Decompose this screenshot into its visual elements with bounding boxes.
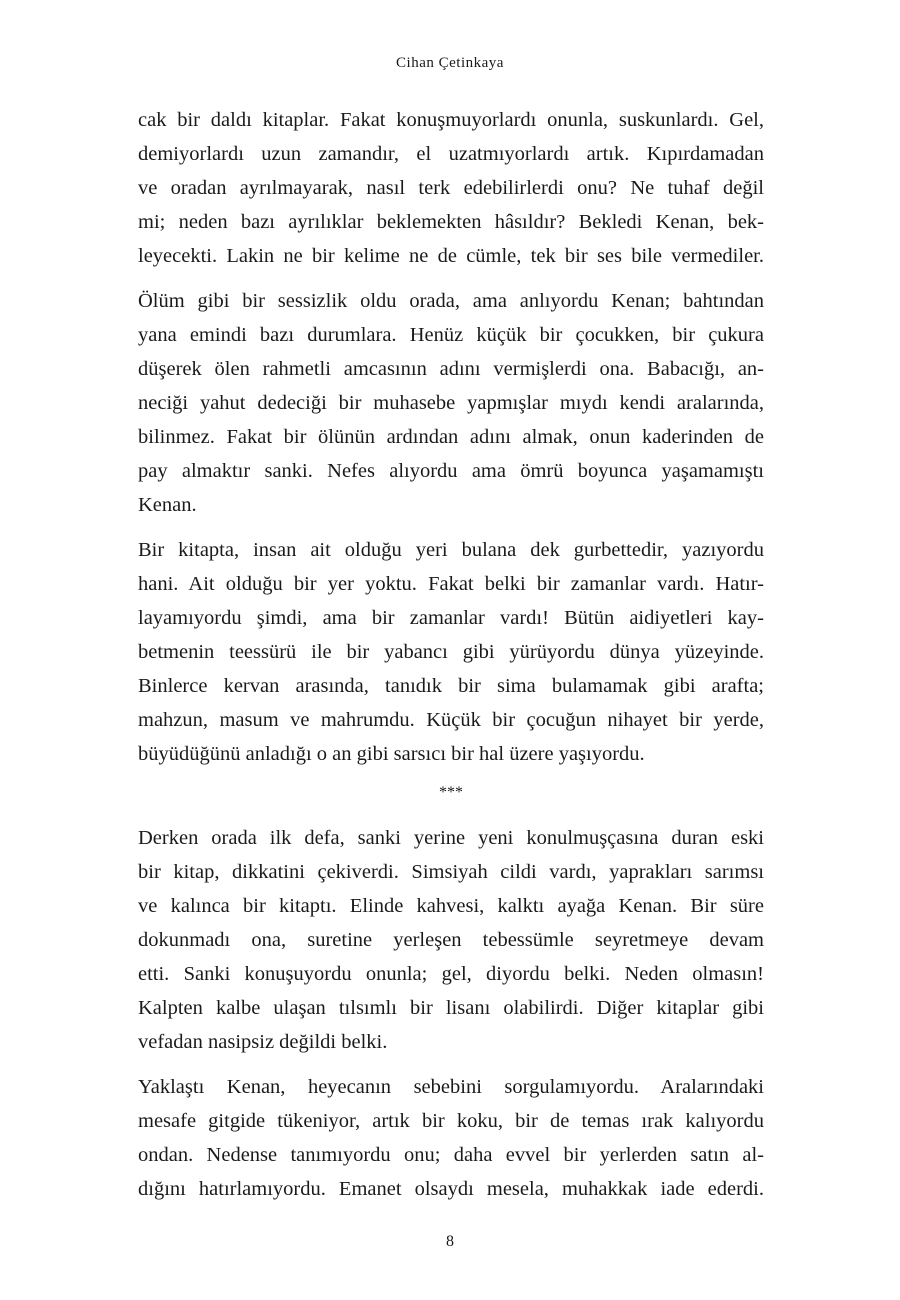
paragraph-3 <box>138 533 764 771</box>
section-separator: *** <box>439 784 463 801</box>
paragraph-5 <box>138 1070 764 1206</box>
text-line: düşerek ölen rahmetli amcasının adını vermişlerdi ona. Babacığı, an- <box>138 358 764 380</box>
text-line: yana emindi bazı durumlara. Henüz küçük bir çocukken, bir çukura <box>138 324 764 346</box>
text-line: ve kalınca bir kitaptı. Elinde kahvesi, kalktı ayağa Kenan. Bir süre <box>138 895 764 917</box>
text-line: demiyorlardı uzun zamandır, el uzatmıyorlardı artık. Kıpırdamadan <box>138 143 764 165</box>
text-line: mesafe gitgide tükeniyor, artık bir koku, bir de temas ırak kalıyordu <box>138 1110 764 1132</box>
body-text <box>138 103 764 1217</box>
text-line: dığını hatırlamıyordu. Emanet olsaydı mesela, muhakkak iade ederdi. <box>138 1178 764 1200</box>
text-line: Kenan. <box>138 494 197 516</box>
text-line: Kalpten kalbe ulaşan tılsımlı bir lisanı olabilirdi. Diğer kitaplar gibi <box>138 997 764 1019</box>
paragraph-1 <box>138 103 764 273</box>
page-number: 8 <box>446 1233 454 1250</box>
text-line: Bir kitapta, insan ait olduğu yeri bulana dek gurbettedir, yazıyordu <box>138 539 764 561</box>
text-line: neciği yahut dedeciği bir muhasebe yapmışlar mıydı kendi aralarında, <box>138 392 764 414</box>
text-line: ondan. Nedense tanımıyordu onu; daha evvel bir yerlerden satın al- <box>138 1144 764 1166</box>
text-line: leyecekti. Lakin ne bir kelime ne de cümle, tek bir ses bile vermediler. <box>138 245 764 267</box>
text-line: dokunmadı ona, suretine yerleşen tebessümle seyretmeye devam <box>138 929 764 951</box>
text-line: Ölüm gibi bir sessizlik oldu orada, ama anlıyordu Kenan; bahtından <box>138 290 764 312</box>
text-line: Derken orada ilk defa, sanki yerine yeni konulmuşçasına duran eski <box>138 827 764 849</box>
paragraph-2 <box>138 284 764 522</box>
text-line: mahzun, masum ve mahrumdu. Küçük bir çocuğun nihayet bir yerde, <box>138 709 764 731</box>
text-line: büyüdüğünü anladığı o an gibi sarsıcı bir hal üzere yaşıyordu. <box>138 743 645 765</box>
running-header-author: Cihan Çetinkaya <box>396 55 504 71</box>
text-line: betmenin teessürü ile bir yabancı gibi yürüyordu dünya yüzeyinde. <box>138 641 764 663</box>
text-line: hani. Ait olduğu bir yer yoktu. Fakat belki bir zamanlar vardı. Hatır- <box>138 573 764 595</box>
text-line: vefadan nasipsiz değildi belki. <box>138 1031 388 1053</box>
text-line: bir kitap, dikkatini çekiverdi. Simsiyah cildi vardı, yaprakları sarımsı <box>138 861 764 883</box>
text-line: mi; neden bazı ayrılıklar beklemekten hâsıldır? Bekledi Kenan, bek- <box>138 211 764 233</box>
paragraph-4 <box>138 821 764 1059</box>
text-line: Binlerce kervan arasında, tanıdık bir sima bulamamak gibi arafta; <box>138 675 764 697</box>
text-line: layamıyordu şimdi, ama bir zamanlar vardı! Bütün aidiyetleri kay- <box>138 607 764 629</box>
text-line: ve oradan ayrılmayarak, nasıl terk edebilirlerdi onu? Ne tuhaf değil <box>138 177 764 199</box>
text-line: cak bir daldı kitaplar. Fakat konuşmuyorlardı onunla, suskunlardı. Gel, <box>138 109 764 131</box>
text-line: bilinmez. Fakat bir ölünün ardından adını almak, onun kaderinden de <box>138 426 764 448</box>
text-line: etti. Sanki konuşuyordu onunla; gel, diyordu belki. Neden olmasın! <box>138 963 764 985</box>
text-line: Yaklaştı Kenan, heyecanın sebebini sorgulamıyordu. Aralarındaki <box>138 1076 764 1098</box>
text-line: pay almaktır sanki. Nefes alıyordu ama ömrü boyunca yaşamamıştı <box>138 460 764 482</box>
